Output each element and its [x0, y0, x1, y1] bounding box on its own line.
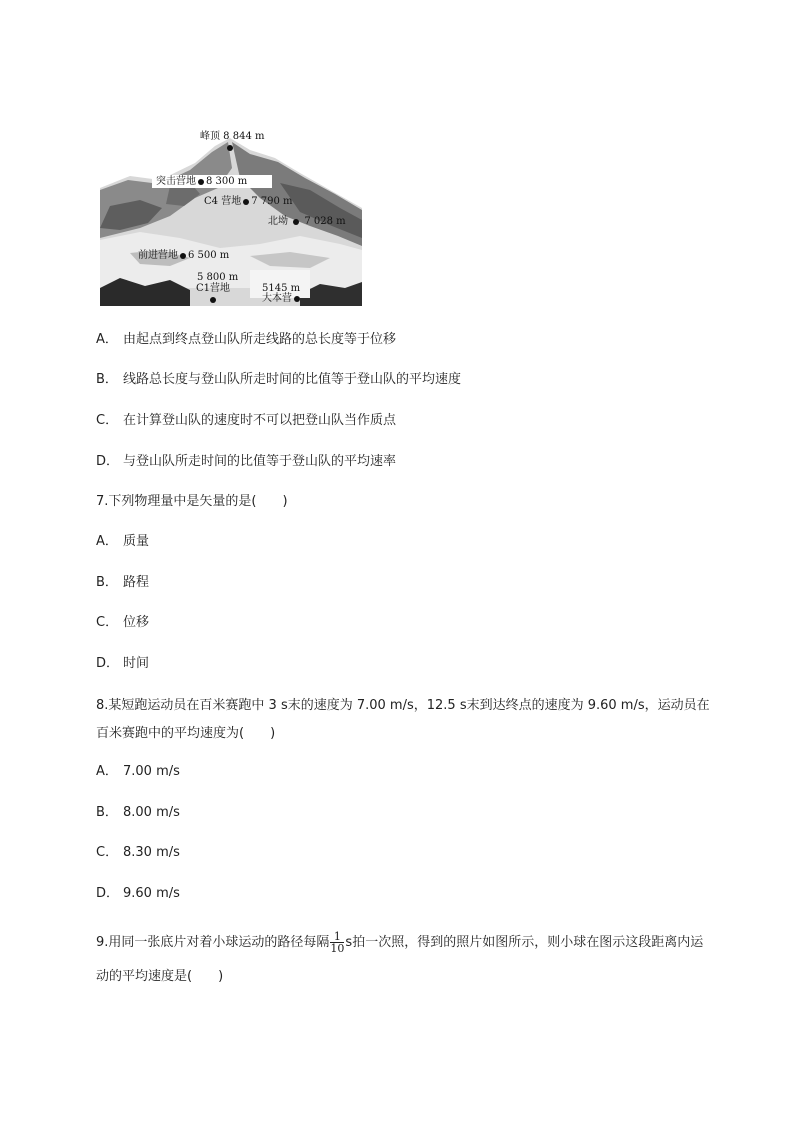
q9-stem-before: 9.用同一张底片对着小球运动的路径每隔 [96, 935, 330, 950]
option-letter: A． [96, 332, 118, 347]
fraction-one-tenth [330, 931, 344, 954]
option-text: 质量 [123, 534, 150, 549]
option-text: 9.60 m/s [123, 886, 180, 901]
q8-option-a [96, 763, 180, 781]
c4-camp-label [204, 196, 293, 208]
q6-option-d [96, 453, 396, 471]
q8-option-d [96, 885, 180, 903]
option-letter: D． [96, 656, 120, 671]
assault-camp-altitude: 8 300 m [206, 176, 248, 187]
c1-camp-name: C1营地 [196, 283, 231, 294]
base-camp-name: 大本营 [262, 293, 292, 304]
q7-stem: 7.下列物理量中是矢量的是( ) [96, 494, 288, 509]
summit-marker [225, 142, 235, 154]
advance-camp-name: 前进营地 [138, 250, 178, 261]
q6-option-b [96, 371, 461, 389]
advance-camp-altitude: 6 500 m [188, 250, 230, 261]
option-letter: D． [96, 454, 120, 469]
option-letter: C． [96, 845, 119, 860]
option-letter: D． [96, 886, 120, 901]
assault-camp-label [156, 176, 247, 188]
option-letter: B． [96, 805, 118, 820]
mountain-route-figure [100, 128, 362, 306]
north-col-altitude: 7 028 m [304, 216, 346, 227]
c4-camp-altitude: 7 790 m [251, 196, 293, 207]
option-letter: C． [96, 413, 119, 428]
base-camp-label [262, 293, 302, 305]
q6-option-a [96, 331, 396, 349]
q9-stem [96, 926, 716, 994]
q7-option-a [96, 533, 149, 551]
q8-option-c [96, 844, 180, 862]
q7-option-c [96, 614, 149, 632]
c1-altitude-label: 5 800 m [197, 272, 239, 283]
base-altitude-label: 5145 m [262, 283, 301, 294]
summit-label: 峰顶 8 844 m [200, 131, 265, 142]
option-letter: C． [96, 615, 119, 630]
c1-marker [208, 294, 218, 306]
option-letter: B． [96, 372, 118, 387]
assault-camp-name: 突击营地 [156, 176, 196, 187]
option-letter: A． [96, 534, 118, 549]
option-text: 时间 [123, 656, 150, 671]
c4-camp-name: C4 营地 [204, 196, 242, 207]
option-text: 线路总长度与登山队所走时间的比值等于登山队的平均速度 [123, 372, 462, 387]
option-text: 路程 [123, 575, 150, 590]
q7-option-b [96, 574, 149, 592]
north-col-label [268, 216, 346, 228]
option-text: 位移 [123, 615, 150, 630]
option-text: 与登山队所走时间的比值等于登山队的平均速率 [123, 454, 397, 469]
q8-stem: 8.某短跑运动员在百米赛跑中 3 s末的速度为 7.00 m/s，12.5 s末到达终点的速度为 9.60 m/s，运动员在百米赛跑中的平均速度为( ) [96, 698, 710, 741]
q9-unit: s [345, 935, 353, 950]
advance-camp-label [138, 250, 229, 262]
option-text: 7.00 m/s [123, 764, 180, 779]
north-col-name: 北坳 [268, 216, 288, 227]
option-text: 由起点到终点登山队所走线路的总长度等于位移 [123, 332, 397, 347]
q9-stem-after: 拍一次照，得到的照片如图所示，则小球在图示这段距离内运动的平均速度是( ) [96, 935, 704, 984]
option-text: 8.30 m/s [123, 845, 180, 860]
option-letter: A． [96, 764, 118, 779]
option-text: 在计算登山队的速度时不可以把登山队当作质点 [123, 413, 397, 428]
q7-option-d [96, 655, 149, 673]
fraction-numerator: 1 [330, 931, 344, 943]
fraction-denominator: 10 [330, 942, 345, 955]
q6-option-c [96, 412, 396, 430]
q8-option-b [96, 804, 180, 822]
option-text: 8.00 m/s [123, 805, 180, 820]
option-letter: B． [96, 575, 118, 590]
